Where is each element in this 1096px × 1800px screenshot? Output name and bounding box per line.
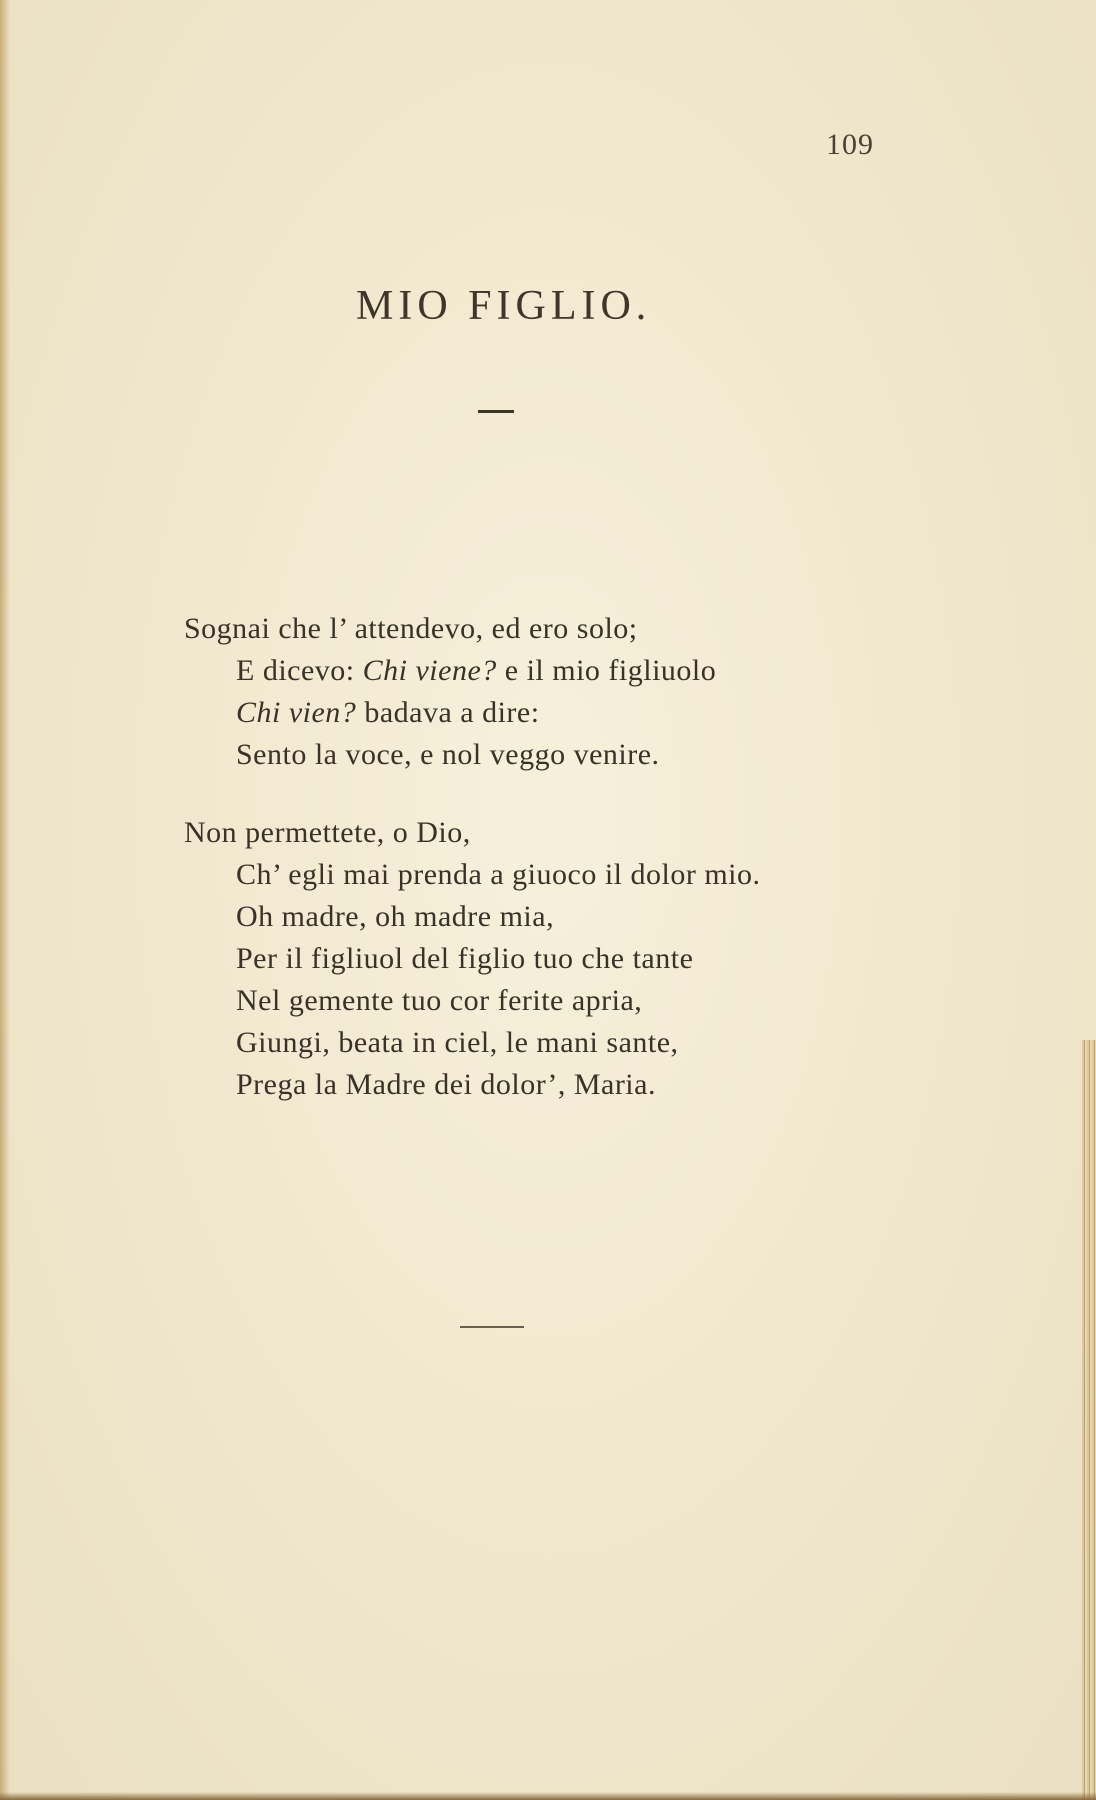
verse-line: Ch’ egli mai prenda a giuoco il dolor mio. — [236, 858, 761, 891]
page-edge-bottom — [0, 1792, 1096, 1800]
verse-line: Sento la voce, e nol veggo venire. — [236, 738, 660, 771]
page-edge-left — [0, 0, 10, 1800]
verse-line: Per il figliuol del figlio tuo che tante — [236, 942, 694, 975]
verse-line: Non permettete, o Dio, — [184, 816, 471, 849]
verse-text: E dicevo: — [236, 654, 363, 687]
verse-italic: Chi vien? — [236, 696, 357, 729]
verse-italic: Chi viene? — [362, 654, 497, 687]
verse-line: Prega la Madre dei dolor’, Maria. — [236, 1068, 656, 1101]
verse-line — [236, 696, 540, 730]
verse-line — [236, 654, 716, 688]
verse-text: badava a dire: — [356, 696, 540, 729]
page-edge-right — [1082, 1040, 1096, 1800]
verse-line: Giungi, beata in ciel, le mani sante, — [236, 1026, 679, 1059]
page-number: 109 — [826, 128, 874, 161]
poem-title: MIO FIGLIO. — [356, 283, 652, 329]
verse-line: Oh madre, oh madre mia, — [236, 900, 555, 933]
title-dash — [478, 410, 514, 413]
verse-text: e il mio figliuolo — [496, 654, 717, 687]
verse-line: Nel gemente tuo cor ferite apria, — [236, 984, 643, 1017]
closing-rule — [460, 1326, 524, 1328]
verse-line: Sognai che l’ attendevo, ed ero solo; — [184, 612, 638, 645]
